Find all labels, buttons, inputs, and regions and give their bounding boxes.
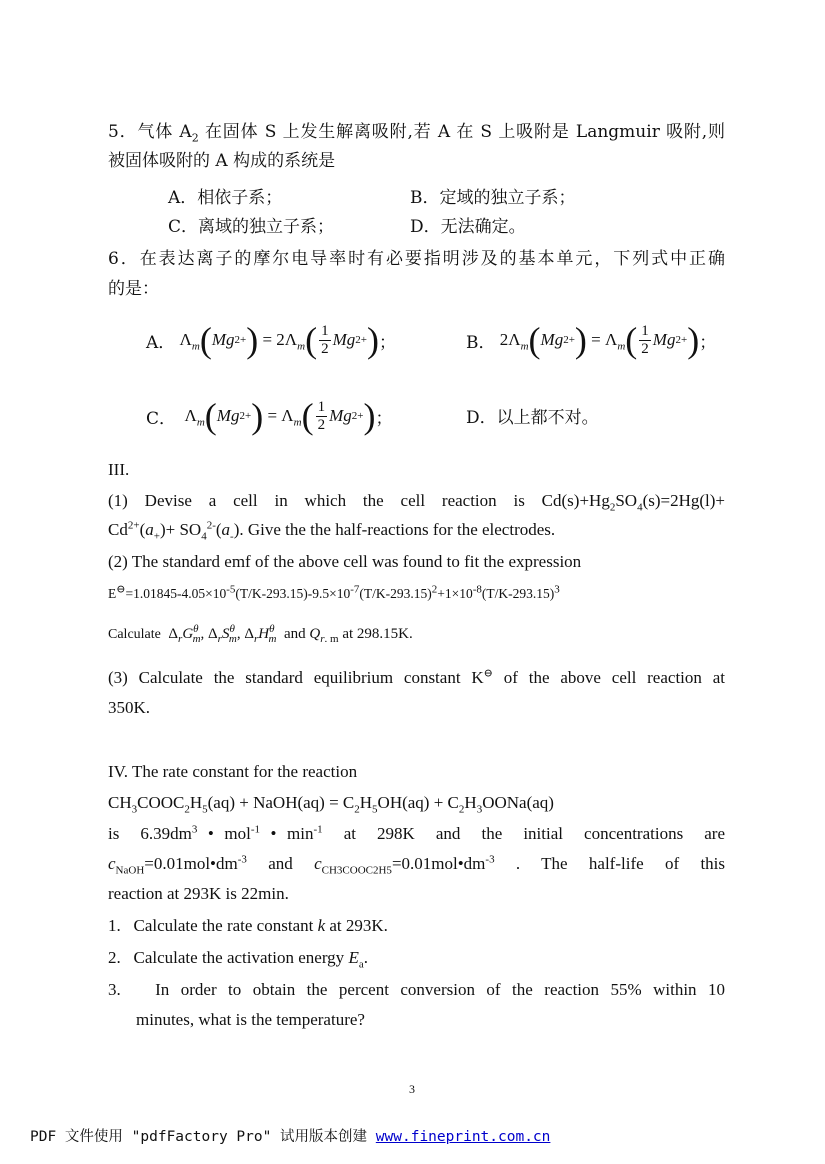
q4-reaction: $CH_3COOC_2H_5(aq)$ + NaOH(aq) = $C_2H_5OH(aq)$ + $C_2H_3OONa(aq)$ (108, 793, 554, 816)
q6-option-b: B． $2\Lambda_m$ ( Mg 2+ ) = $\Lambda_m$ ( $\frac{1}{2}$ Mg 2+ ) ； (466, 320, 717, 360)
q5-line1: 5．气体 $A_2$ 在固体 S 上发生解离吸附,若 A 在 S 上吸附是 Langmuir 吸附,则 (108, 122, 725, 145)
q3-part1-line1: (1) Devise a cell in which the cell reaction is $Cd(s)+Hg_2SO_4(s)=2Hg(l)+$ (108, 491, 725, 514)
q6-option-a: A． $\Lambda_m$ ( Mg 2+ ) = $2\Lambda_m$ ( $\frac{1}{2}$ Mg 2+ ) ； (146, 320, 396, 360)
emf-expression: $E^⊖=1.01845-4.05\times 10^{-5}(T/K-293.15)-9.5\times 10^{-7}(T/K-293.15)^2+1\times 10^{-8}(T/K-293.15)^3$ (108, 583, 560, 601)
q3-part2: (2) The standard emf of the above cell was found to fit the expression (108, 552, 582, 571)
q3-heading: III. (108, 460, 130, 479)
q6-option-c: C． $\Lambda_m$ ( Mg 2+ ) = $\Lambda_m$ ( $\frac{1}{2}$ Mg 2+ ) ； (146, 396, 393, 436)
q4-item-3-line1: 3. In order to obtain the percent conversion of the reaction 55% within 10 (108, 980, 725, 999)
q5-option-d: D．无法确定。 (410, 217, 526, 237)
q6-option-d: D．以上都不对。 (466, 408, 599, 428)
q3-calculate-line: Calculate $\Delta_rG^\theta_m$, $\Delta_rS^\theta_m$, $\Delta_rH^\theta_m$ and $Q_{r. m}$ at 298.15K. (108, 623, 413, 645)
q5-option-c: C．离域的独立子系； (168, 217, 335, 237)
q3-part3-line1: (3) Calculate the standard equilibrium constant K⊖ of the above cell reaction at (108, 667, 725, 687)
q6-line2: 的是： (108, 279, 159, 299)
q5-option-a: A．相依子系； (168, 188, 283, 208)
q5-option-b: B．定域的独立子系； (410, 188, 576, 208)
q4-rate-line: is $6.39dm^3$ • mol$^{-1}$ • $\min^{-1}$ at 298K and the initial concentrations are (108, 823, 725, 843)
q4-item-3-line2: minutes, what is the temperature? (136, 1010, 365, 1029)
q4-concentration-line: $c_{NaOH}=0.01mol•dm^{-3}$ and $c_{CH3COOC2H5}=0.01mol•dm^{-3}$ . The half-life of this (108, 853, 726, 877)
q3-part1-line2: $Cd^{2+}(a_+)+ SO_4^{2-}(a_-)$. Give the the half-reactions for the electrodes. (108, 519, 556, 543)
footer-link[interactable]: www.fineprint.com.cn (375, 1129, 551, 1145)
q5-line2: 被固体吸附的 A 构成的系统是 (108, 151, 336, 171)
q4-item-2: 2. Calculate the activation energy $E_a$. (108, 948, 368, 971)
page-number: 3 (409, 1082, 415, 1096)
q6-line1: 6．在表达离子的摩尔电导率时有必要指明涉及的基本单元，下列式中正确 (108, 249, 725, 269)
footer-text: PDF 文件使用 "pdfFactory Pro" 试用版本创建 (30, 1129, 376, 1145)
q4-heading: IV. The rate constant for the reaction (108, 762, 358, 781)
q4-half-life: reaction at 293K is 22min. (108, 884, 289, 903)
q4-item-1: 1. Calculate the rate constant k at 293K. (108, 916, 388, 935)
pdf-footer (30, 1125, 550, 1146)
q3-part3-line2: 350K. (108, 698, 151, 717)
